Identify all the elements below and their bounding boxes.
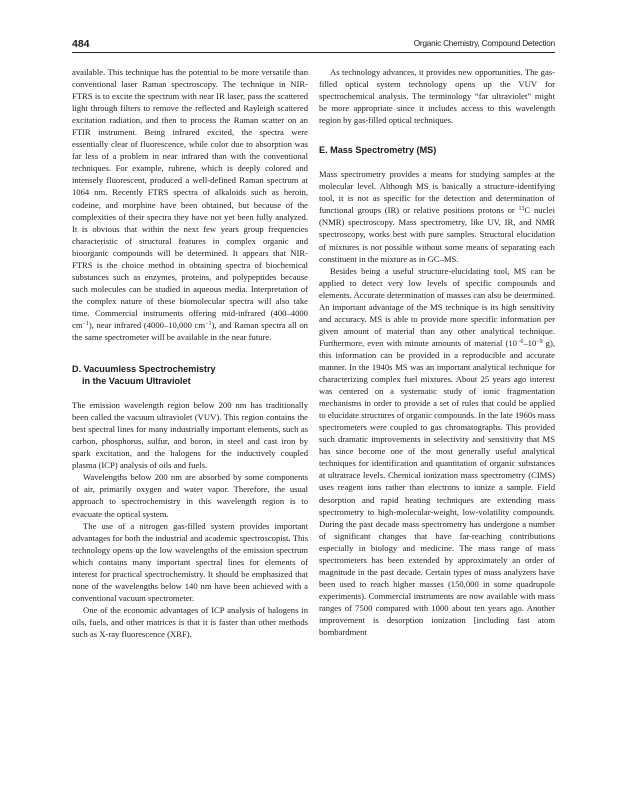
paragraph: The emission wavelength region below 200 nm has traditionally been called the vacuum ultraviolet (VUV). This region contains the best spectral lines for many industrially important elements, such as carbon, phosphorus, sulfur, and boron, in steel and cast iron by spark excitation, and the halogens for the inductively coupled plasma (ICP) analysis of oils and fuels. bbox=[72, 400, 308, 471]
paragraph: The use of a nitrogen gas-filled system provides important advantages for both the industrial and academic spectroscopist. This technology opens up the low wavelengths of the emission spectrum which contains many important spectral lines for elements of interest for practical spectrochemistry. It should be emphasized that none of the wavelengths below 140 nm have been achieved with a conventional vacuum spectrometer. bbox=[72, 520, 308, 603]
paragraph: As technology advances, it provides new opportunities. The gas-filled optical system technology opens up the VUV for spectrochemical analysis. The terminology “far ultraviolet” might be more appropriate since it includes access to this wavelength region by gas-filled optical techniques. bbox=[319, 67, 555, 126]
page-number: 484 bbox=[72, 38, 90, 50]
paragraph: Mass spectrometry provides a means for studying samples at the molecular level. Although MS is basically a structure-identifying tool, it is not as specific for the detection and determination of functional groups (IR) or relative positions protons or $^{13}$C nuclei (NMR) spectroscopy. Mass spectrometry, like UV, IR, and NMR spectroscopy, works best with pure samples. Structural elucidation of mixtures is not possible without some means of separating each constituent in the mixture as in GC–MS. bbox=[319, 169, 555, 264]
paragraph: Besides being a useful structure-elucidating tool, MS can be applied to detect very low levels of specific compounds and elements. Accurate determination of masses can also be determined. An important advantage of the MS technique is its high sensitivity and accuracy. MS is able to provide more specific information per given amount of material than any other analytical technique. Furthermore, even with minute amounts of material ($10^{-6}-10^{-9}$ g), this information can be provided in a reproducible and accurate manner. In the 1940s MS was an important analytical technique for characterizing complex fuel mixtures. About 25 years ago interest was centered on a systematic study of ionic fragmentation mechanisms in order to provide a set of rules that could be applied to elucidate structures of organic compounds. In the late 1960s mass spectrometers were coupled to gas chromatographs. This provided such dramatic improvements in selectivity and sensitivity that MS has since become one of the most generally useful analytical techniques for identification and quantitation of organic substances at ultratrace levels. Chemical ionization mass spectrometry (CIMS) uses reagent ions rather than electrons to ionize a sample. Field desorption and rapid heating techniques are extending mass spectrometry to high-molecular-weight, low-volatility compounds. During the past decade mass spectrometry has undergone a number of significant changes that have far-reaching contributions especially in biology and medicine. The mass range of mass spectrometers has been extended by approximately an order of magnitude in the past decade. Certain types of mass analyzers have been used to reach higher masses (150,000 in some quadrupole experiments). Commercial instruments are now available with mass ranges of 7500 compared with 1000 about ten years ago. Another improvement is desorption ionization [including fast atom bombardment bbox=[319, 265, 555, 638]
paragraph: One of the economic advantages of ICP analysis of halogens in oils, fuels, and other matrices is that it is faster than other methods such as X-ray fluorescence (XRF). bbox=[72, 604, 308, 639]
page-header bbox=[72, 38, 555, 53]
paragraph: available. This technique has the potential to be more versatile than conventional laser Raman spectroscopy. The technique in NIR-FTRS is to excite the spectrum with near IR laser, pass the scattered light through filters to remove the reflected and Rayleigh scattered excitation radiation, and then to process the Raman scatter on an FTIR instrument. Being infrared excited, the spectra were essentially clear of fluorescence, while color due to absorption was far less of a problem in near infrared than with the conventional techniques. For example, rubrene, which is deeply colored and intensely fluorescent, produced a well-defined Raman spectrum at 1064 nm. Recently FTRS spectra of alkaloids such as heroin, codeine, and morphine have been obtained, but because of the complexities of their spectra they have not yet been fully analyzed. It is obvious that within the next few years group frequencies characteristic of structural features in complex organic and bioorganic compounds will be determined. It appears that NIR-FTRS is the choice method in obtaining spectra of biochemical substances such as enzymes, proteins, and polypeptides because such molecules can be studied in aqueous media. Interpretation of the complex nature of these biomolecular spectra will also take time. Commercial instruments offering mid-infrared (400–4000 $cm^{-1}$), near infrared (4000–10,000 $cm^{-1}$), and Raman spectra all on the same spectrometer will be available in the near future. bbox=[72, 67, 308, 343]
paragraph: Wavelengths below 200 nm are absorbed by some components of air, primarily oxygen and water vapor. Therefore, the usual approach to spectrochemistry in this wavelength region is to evacuate the optical system. bbox=[72, 472, 308, 519]
left-column bbox=[72, 66, 308, 640]
running-head: Organic Chemistry, Compound Detection bbox=[413, 39, 555, 48]
section-heading-e: E. Mass Spectrometry (MS) bbox=[319, 145, 437, 156]
right-column bbox=[319, 66, 555, 638]
section-heading-d: D. Vacuumless Spectrochemistry in the Vacuum Ultraviolet bbox=[72, 364, 216, 387]
